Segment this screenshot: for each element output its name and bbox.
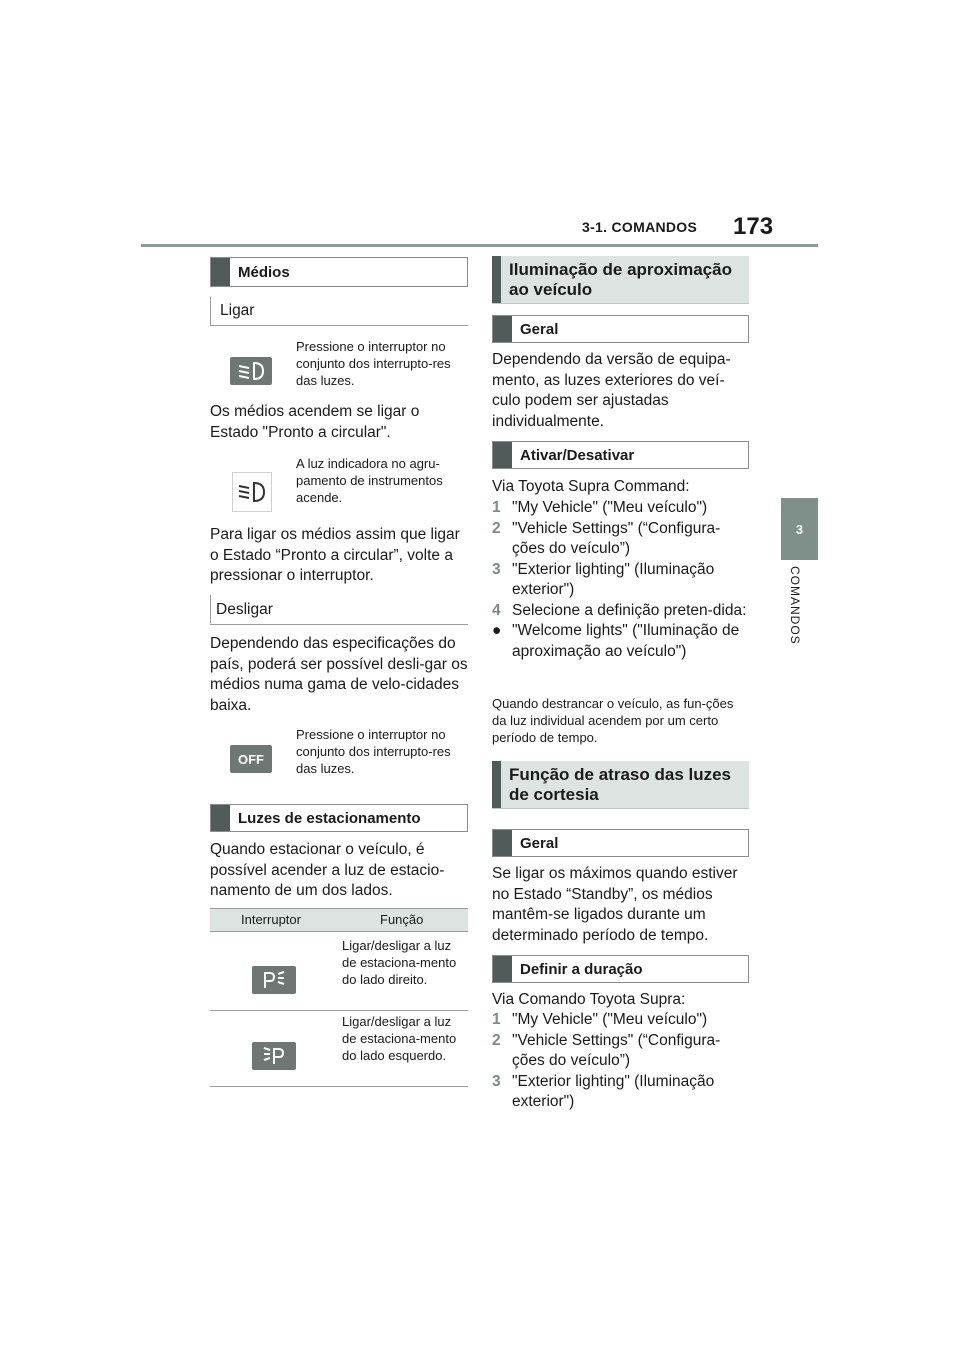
section-title: 3-1. COMANDOS [582, 219, 698, 235]
paragraph-estacionar: Quando estacionar o veículo, é possível acender a luz de estacio-namento de um dos lados. [210, 841, 445, 899]
paragraph-especificacoes: Dependendo das especificações do país, poderá ser possível desli-gar os médios numa gama de velo-cidades baixa. [210, 635, 468, 714]
steps-list-1 [492, 498, 750, 662]
step-item: 2 "Vehicle Settings" (“Configura-ções do veículo”) [492, 519, 721, 557]
low-beam-indicator-icon [232, 472, 272, 512]
step-item: 3 "Exterior lighting" (Iluminação exterior") [492, 560, 715, 598]
parking-light-right-icon [252, 966, 296, 994]
table-row-left-text: Ligar/desligar a luz de estaciona-mento do lado esquerdo. [342, 1014, 457, 1063]
page-number: 173 [733, 213, 774, 240]
step-item: 2 "Vehicle Settings" (“Configura-ções do veículo”) [492, 1031, 721, 1069]
definir-duracao-heading: Definir a duração [492, 955, 749, 983]
bullet-item: ● "Welcome lights" ("Iluminação de aproximação ao veículo") [492, 621, 750, 662]
geral-heading-2: Geral [492, 829, 749, 857]
chapter-label: COMANDOS [788, 566, 802, 645]
paragraph-ligar-medios: Para ligar os médios assim que ligar o Estado “Pronto a circular”, volte a pressionar o interruptor. [210, 526, 460, 584]
note-destrancar: Quando destrancar o veículo, as fun-ções da luz individual acendem por um certo período de tempo. [492, 696, 734, 745]
table-col-interruptor: Interruptor [241, 912, 301, 927]
medios-heading: Médios [210, 257, 468, 287]
ligar-subheading: Ligar [220, 302, 255, 319]
desligar-description: Pressione o interruptor no conjunto dos interrupto-res das luzes. [296, 727, 451, 776]
parking-light-left-icon [252, 1042, 296, 1070]
step-item: 1 "My Vehicle" ("Meu veículo") [492, 1011, 708, 1028]
step-item: 1 "My Vehicle" ("Meu veículo") [492, 499, 708, 516]
via-command-2: Via Comando Toyota Supra: [492, 991, 686, 1008]
ligar-description: Pressione o interruptor no conjunto dos interrupto-res das luzes. [296, 339, 451, 388]
header-divider [141, 244, 818, 247]
low-beam-switch-icon [230, 357, 272, 385]
geral-heading-1: Geral [492, 315, 749, 343]
approach-lighting-heading: Iluminação de aproximação ao veículo [492, 256, 749, 304]
off-switch-icon [230, 745, 272, 773]
paragraph-standby: Se ligar os máximos quando estiver no Estado “Standby”, os médios mantêm-se ligados durante um determinado período de tempo. [492, 865, 738, 944]
step-item: 4 Selecione a definição preten-dida: [492, 601, 747, 619]
via-command-1: Via Toyota Supra Command: [492, 478, 690, 495]
parking-lights-heading: Luzes de estacionamento [210, 804, 468, 832]
table-row-right-text: Ligar/desligar a luz de estaciona-mento do lado direito. [342, 938, 457, 987]
paragraph-medios-acendem: Os médios acendem se ligar o Estado "Pronto a circular". [210, 403, 420, 441]
table-col-funcao: Função [380, 912, 424, 927]
step-item: 3 "Exterior lighting" (Iluminação exterior") [492, 1072, 715, 1110]
chapter-tab[interactable] [781, 498, 818, 560]
desligar-subheading: Desligar [216, 601, 273, 618]
steps-list-2 [492, 1010, 750, 1113]
off-icon-text: OFF [238, 751, 264, 767]
courtesy-delay-heading: Função de atraso das luzes de cortesia [492, 761, 749, 809]
ativar-desativar-heading: Ativar/Desativar [492, 441, 749, 469]
bullet-icon: ● [492, 622, 502, 639]
paragraph-versao-equipamento: Dependendo da versão de equipa-mento, as luzes exteriores do veí-culo podem ser ajustadas individualmente. [492, 351, 731, 430]
indicator-description: A luz indicadora no agru-pamento de instrumentos acende. [296, 456, 443, 505]
chapter-number: 3 [795, 521, 804, 537]
